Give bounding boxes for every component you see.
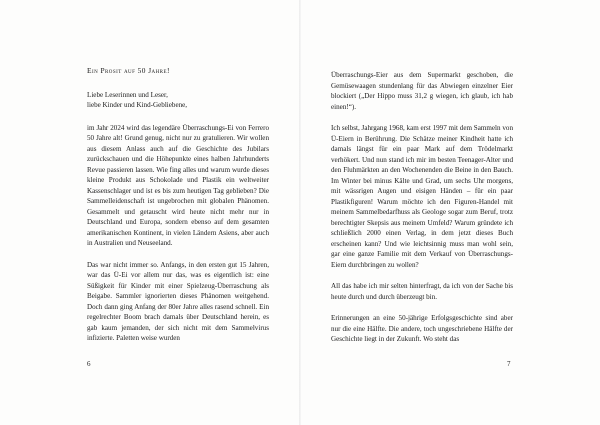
left-page xyxy=(0,0,299,425)
greeting-line: liebe Kinder und Kind-Gebliebene, xyxy=(87,101,188,109)
right-text-column xyxy=(331,70,513,356)
body-paragraph: Erinnerungen an eine 50-jährige Erfolgsgeschichte sind aber nur die eine Hälfte. Die andere, toch ungeschriebene Hälfte der Geschichte liegt in der Zukunft. Wo steht das xyxy=(331,314,513,343)
body-paragraph: Überraschungs-Eier aus dem Supermarkt geschoben, die Gemüsewaagen stundenlang für das Abwiegen einzelner Eier blockiert („Der Hippo muss 31,2 g wiegen, ich glaub, ich hab einen!“). xyxy=(331,71,513,111)
chapter-heading: Ein Prosit auf 50 Jahre! xyxy=(87,66,170,75)
body-paragraph: Das war nicht immer so. Anfangs, in den ersten gut 15 Jahren, war das Ü-Ei vor allem nur das, was es eigentlich ist: eine Süßigkeit für Kinder mit einer Spielzeug-Überraschung als Beigabe. Sammler ignorierten dieses Phänomen weitgehend. Doch dann ging Anfang der 80er Jahre alles rasend schnell. Ein regelrechter Boom brach damals über Deutschland herein, es gab kaum jemanden, der sich nicht mit dem Sammelvirus infizierte. Paletten weise wurden xyxy=(87,260,269,342)
page-number-left: 6 xyxy=(87,360,91,368)
body-paragraph: Ich selbst, Jahrgang 1968, kam erst 1997 mit dem Sammeln von Ü-Eiern in Berührung. Die Schätze meiner Kindheit hatte ich damals längst für ein paar Mark auf dem Trödelmarkt verhökert. Und nun stand ich mir im besten Teenager-Alter und den Fluhmärkten an den Wochenenden die Beine in den Bauch. Im Winter bei minus Kälte und Grad, um sechs Uhr morgens, mit wässrigen Augen und eisigen Händen – für ein paar Plastikfiguren! Warum möchte ich den Figuren-Handel mit meinem Sammelbedarfhuss als Geologe sogar zum Beruf, trotz berechtigter Skepsis aus meinem Umfeld? Warum gründete ich schließlich 2000 einen Verlag, in dem jetzt dieses Buch erscheinen kann? Und wie leichtsinnig muss man wohl sein, gar eine ganze Familie mit dem Verkauf von Überraschungs-Eiern durchbringen zu wollen? xyxy=(331,124,513,269)
greeting xyxy=(87,90,269,111)
body-paragraph: im Jahr 2024 wird das legendäre Überraschungs-Ei von Ferrero 50 Jahre alt! Grund genug, nicht nur zu gratulieren. Wir wollen aus diesem Anlass auch auf die Geschichte des Jubilars zurückschauen und die Höhepunkte eines halben Jahrhunderts Revue passieren lassen. Wie fing alles und warum wurde dieses kleine Produkt aus Schokolade und Plastik ein weltweiter Kassenschlager und ist es bis zum heutigen Tag geblieben? Die Sammelleidenschaft ist ungebrochen mit globalen Phänomen. Gesammelt und getauscht wird heute nicht mehr nur in Deutschland und Europa, sondern ebenso auf dem gesamten amerikanischen Kontinent, in vielen Ländern Asiens, aber auch in Australien und Neuseeland. xyxy=(87,123,269,247)
greeting-line: Liebe Leserinnen und Leser, xyxy=(87,90,168,99)
right-page xyxy=(301,0,600,425)
body-paragraph: All das habe ich mir selten hinterfragt, da ich von der Sache bis heute durch und durch überzeugt bin. xyxy=(331,282,513,301)
page-number-right: 7 xyxy=(507,360,511,368)
left-text-column xyxy=(87,66,269,355)
